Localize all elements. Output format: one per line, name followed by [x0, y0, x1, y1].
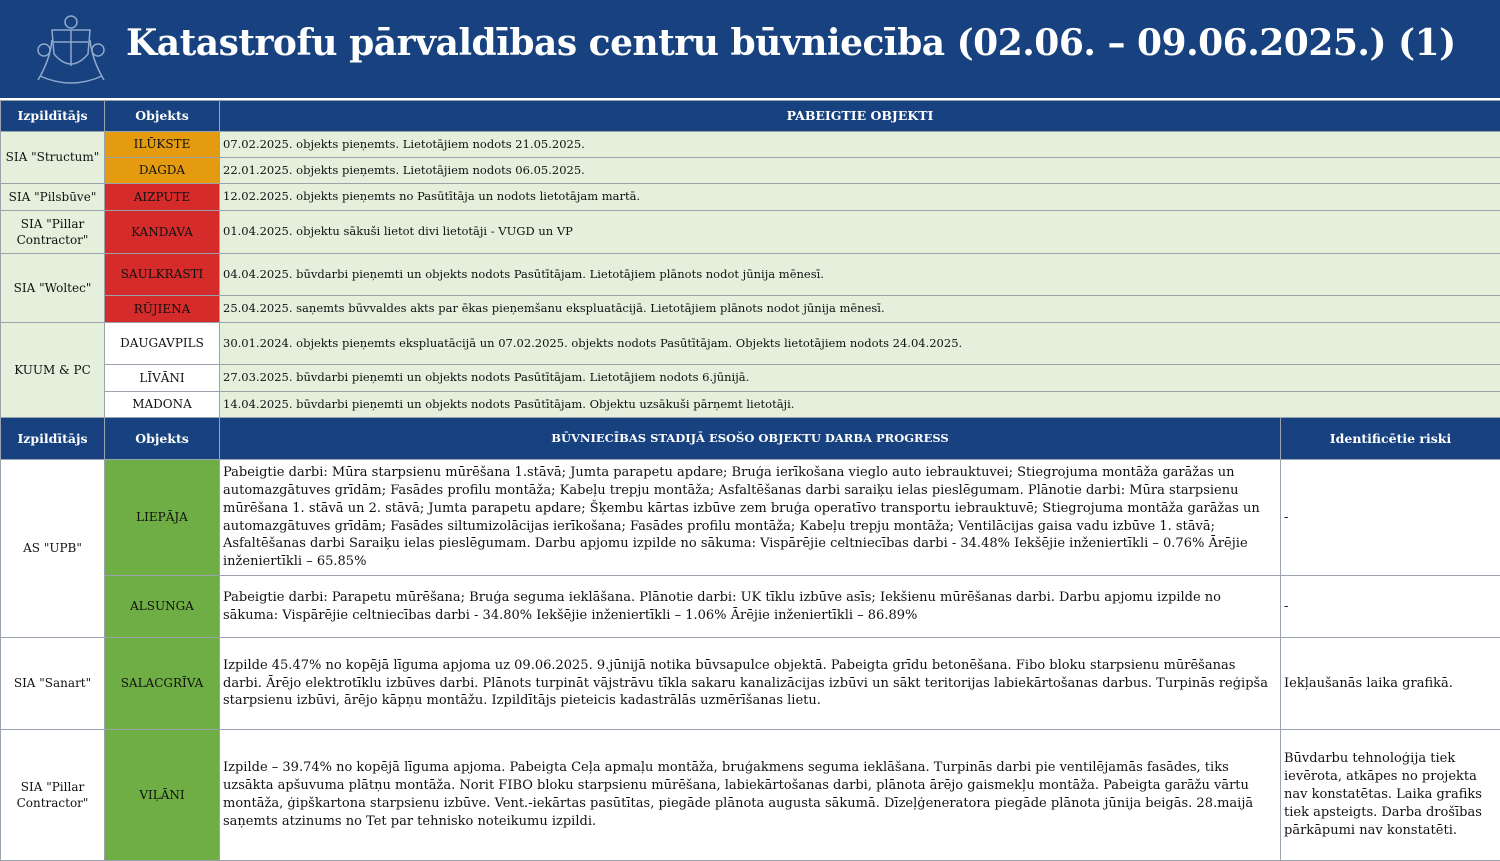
object-cell: VIĻĀNI	[105, 730, 220, 861]
status-cell: 27.03.2025. būvdarbi pieņemti un objekts nodots Pasūtītājam. Lietotājiem nodots 6.jūnijā.	[220, 365, 1500, 392]
table-row	[1, 158, 1500, 184]
contractor-cell: SIA "Woltec"	[1, 254, 105, 323]
table-header-row	[1, 418, 1500, 460]
table-row	[1, 323, 1500, 365]
page-title: Katastrofu pārvaldības centru būvniecība (02.06. – 09.06.2025.) (1)	[126, 22, 1456, 64]
column-header-progress: BŪVNIECĪBAS STADIJĀ ESOŠO OBJEKTU DARBA PROGRESS	[220, 418, 1281, 460]
object-cell: ILŪKSTE	[105, 132, 220, 158]
object-cell: ALSUNGA	[105, 576, 220, 638]
column-header-contractor: Izpildītājs	[1, 101, 105, 132]
progress-objects-table	[0, 417, 1500, 861]
object-cell: DAUGAVPILS	[105, 323, 220, 365]
object-cell: KANDAVA	[105, 211, 220, 254]
risk-cell: Iekļaušanās laika grafikā.	[1281, 638, 1500, 730]
contractor-cell: SIA "Pillar Contractor"	[1, 211, 105, 254]
contractor-cell: SIA "Pilsbūve"	[1, 184, 105, 211]
contractor-cell: SIA "Structum"	[1, 132, 105, 184]
object-cell: DAGDA	[105, 158, 220, 184]
object-cell: RŪJIENA	[105, 296, 220, 323]
progress-cell: Izpilde – 39.74% no kopējā līguma apjoma. Pabeigta Ceļa apmaļu montāža, bruģakmens seguma ieklāšana. Turpinās darbi pie ventilējamās fasādes, tiks uzsākta apšuvuma plātņu montāža. Norit FIBO bloku starpsienu mūrēšana, labiekārtošanas darbi, plānota ārējo gaismekļu montāža. Pabeigta garāžu vārtu montāža, ģipškartona starpsienu izbūve. Vent.-iekārtas pasūtītas, piegāde plānota augusta sākumā. Dīzeļģeneratora piegāde plānota jūnija beigās. 28.maijā saņemts atzinums no Tet par tehnisko noteikumu izpildi.	[220, 730, 1281, 861]
table-row	[1, 365, 1500, 392]
latvia-coat-of-arms-icon	[30, 10, 112, 92]
table-row	[1, 576, 1500, 638]
progress-cell: Izpilde 45.47% no kopējā līguma apjoma uz 09.06.2025. 9.jūnijā notika būvsapulce objektā. Pabeigta grīdu betonēšana. Fibo bloku starpsienu mūrēšanas darbi. Ārējo elektrotīklu izbūves darbi. Plānots turpināt vājstrāvu tīkla sakaru kanalizācijas izbūvi un sākt teritorijas labiekārtošanas darbus. Turpinās reģipša starpsienu izbūvi, ārējo kāpņu montāžu. Izpildītājs pieteicis kadastrālās uzmērīšanas lietu.	[220, 638, 1281, 730]
object-cell: SAULKRASTI	[105, 254, 220, 296]
table-row	[1, 730, 1500, 861]
risk-cell: -	[1281, 460, 1500, 576]
contractor-cell: KUUM & PC	[1, 323, 105, 418]
object-cell: LĪVĀNI	[105, 365, 220, 392]
status-cell: 14.04.2025. būvdarbi pieņemti un objekts nodots Pasūtītājam. Objektu uzsākuši pārņemt lietotāji.	[220, 392, 1500, 418]
status-cell: 07.02.2025. objekts pieņemts. Lietotājiem nodots 21.05.2025.	[220, 132, 1500, 158]
status-cell: 30.01.2024. objekts pieņemts ekspluatācijā un 07.02.2025. objekts nodots Pasūtītājam. Objekts lietotājiem nodots 24.04.2025.	[220, 323, 1500, 365]
contractor-cell: SIA "Pillar Contractor"	[1, 730, 105, 861]
progress-cell: Pabeigtie darbi: Parapetu mūrēšana; Bruģa seguma ieklāšana. Plānotie darbi: UK tīklu izbūve asīs; Iekšienu mūrēšanas darbi. Darbu apjomu izpilde no sākuma: Vispārējie celtniecības darbi - 34.80% Iekšējie inženiertīkli – 1.06% Ārējie inženiertīkli – 86.89%	[220, 576, 1281, 638]
risk-cell: -	[1281, 576, 1500, 638]
table-row	[1, 184, 1500, 211]
table-row	[1, 254, 1500, 296]
table-row	[1, 132, 1500, 158]
status-cell: 25.04.2025. saņemts būvvaldes akts par ēkas pieņemšanu ekspluatācijā. Lietotājiem plānots nodot jūnija mēnesī.	[220, 296, 1500, 323]
column-header-contractor: Izpildītājs	[1, 418, 105, 460]
risk-cell: Būvdarbu tehnoloģija tiek ievērota, atkāpes no projekta nav konstatētas. Laika grafiks tiek apsteigts. Darba drošības pārkāpumi nav konstatēti.	[1281, 730, 1500, 861]
status-cell: 12.02.2025. objekts pieņemts no Pasūtītāja un nodots lietotājam martā.	[220, 184, 1500, 211]
object-cell: LIEPĀJA	[105, 460, 220, 576]
object-cell: MADONA	[105, 392, 220, 418]
page-header	[0, 0, 1500, 98]
table-row	[1, 460, 1500, 576]
progress-cell: Pabeigtie darbi: Mūra starpsienu mūrēšana 1.stāvā; Jumta parapetu apdare; Bruģa ierīkošana vieglo auto iebrauktuvei; Stiegrojuma montāža garāžas un automazgātuves grīdām; Fasādes profilu montāža; Kabeļu trepju montāža; Asfaltēšanas darbi saraiķu ielas pieslēgumam. Plānotie darbi: Mūra starpsienu mūrēšana 1. stāvā un 2. stāvā; Jumta parapetu apdare; Šķembu kārtas izbūve zem bruģa operatīvo transportu iebrauktuvē; Stiegrojuma montāža garāžas un automazgātuves grīdām; Fasādes siltumizolācijas ierīkošana; Fasādes profilu montāža; Kabeļu trepju montāža; Ventilācijas gaisa vadu izbūve 1. stāvā; Asfaltēšanas darbi Saraiķu ielas pieslēgumam. Darbu apjomu izpilde no sākuma: Vispārējie celtniecības darbi - 34.48% Iekšējie inženiertīkli – 0.76% Ārējie inženiertīkli – 65.85%	[220, 460, 1281, 576]
status-cell: 01.04.2025. objektu sākuši lietot divi lietotāji - VUGD un VP	[220, 211, 1500, 254]
status-cell: 04.04.2025. būvdarbi pieņemti un objekts nodots Pasūtītājam. Lietotājiem plānots nodot jūnija mēnesī.	[220, 254, 1500, 296]
table-row	[1, 392, 1500, 418]
completed-objects-table	[0, 100, 1500, 418]
status-cell: 22.01.2025. objekts pieņemts. Lietotājiem nodots 06.05.2025.	[220, 158, 1500, 184]
table-row	[1, 211, 1500, 254]
contractor-cell: AS "UPB"	[1, 460, 105, 638]
column-header-risks: Identificētie riski	[1281, 418, 1500, 460]
column-header-object: Objekts	[105, 418, 220, 460]
column-header-object: Objekts	[105, 101, 220, 132]
contractor-cell: SIA "Sanart"	[1, 638, 105, 730]
table-row	[1, 638, 1500, 730]
table-header-row	[1, 101, 1500, 132]
object-cell: SALACGRĪVA	[105, 638, 220, 730]
object-cell: AIZPUTE	[105, 184, 220, 211]
column-header-completed: PABEIGTIE OBJEKTI	[220, 101, 1500, 132]
table-row	[1, 296, 1500, 323]
